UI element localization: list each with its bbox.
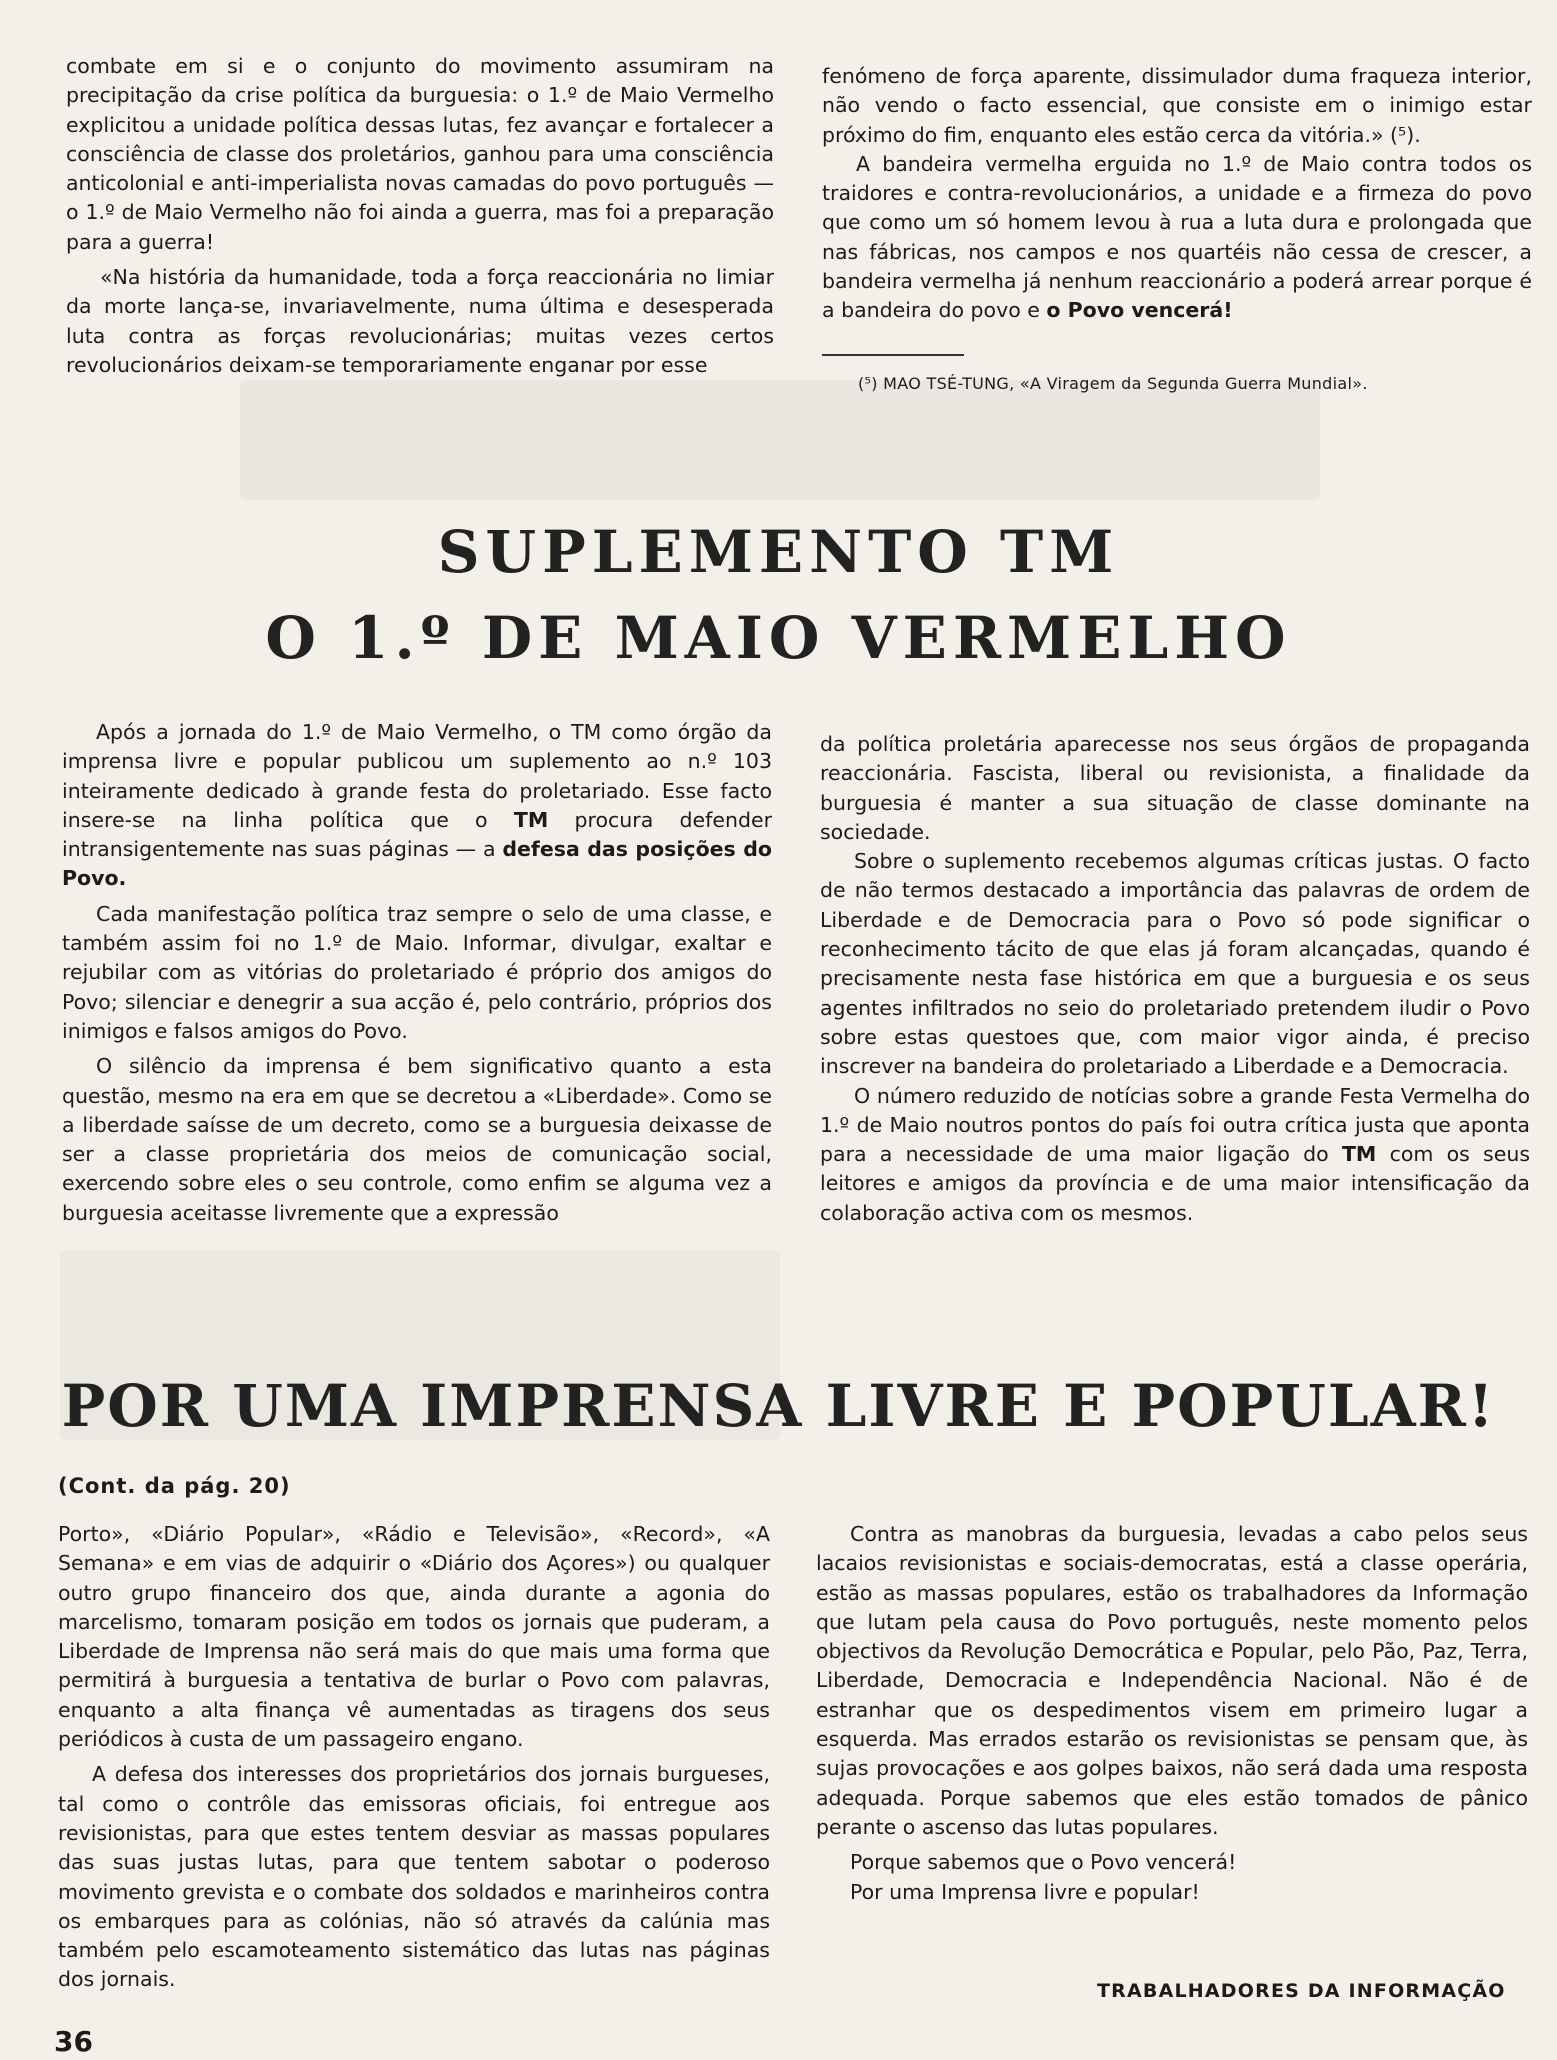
paragraph: Sobre o suplemento recebemos algumas críticas justas. O facto de não termos destacado a importância das palavras de ordem de Liberdade e de Democracia para o Povo só pode significar o reconhecimento tácito de que elas já foram alcançadas, quando é precisamente nesta fase histórica em que a burguesia e os seus agentes infiltrados no seio do proletariado pretendem iludir o Povo sobre estas questoes que, com maior vigor ainda, é preciso inscrever na bandeira do proletariado a Liberdade e a Democracia. <box>820 849 1530 1079</box>
paragraph: Por uma Imprensa livre e popular! <box>850 1879 1200 1904</box>
emphasis: TM <box>513 807 549 832</box>
emphasis: TM <box>1341 1142 1377 1167</box>
footnote: (⁵) MAO TSÉ-TUNG, «A Viragem da Segunda Guerra Mundial». <box>858 374 1368 393</box>
paragraph: A defesa dos interesses dos proprietários dos jornais burgueses, tal como o contrôle das emissoras oficiais, foi entregue aos revisionistas, para que estes tentem desviar as massas populares das suas justas lutas, para que tentem sabotar o poderoso movimento grevista e o combate dos soldados e marinheiros contra os embarques para as colónias, não só através da calúnia mas também pelo escamoteamento sistemático das lutas nas páginas dos jornais. <box>58 1762 770 1992</box>
paragraph: da política proletária aparecesse nos seus órgãos de propaganda reaccionária. Fascista, liberal ou revisionista, a finalidade da burguesia é manter a sua situação de classe dominante na sociedade. <box>820 732 1530 844</box>
footnote-rule <box>822 354 964 356</box>
paragraph: Porto», «Diário Popular», «Rádio e Televisão», «Record», «A Semana» e em vias de adquirir o «Diário dos Açores») ou qualquer outro grupo financeiro dos que, ainda durante a agonia do marcelismo, tomaram posição em todos os jornais que puderam, a Liberdade de Imprensa não será mais do que mais uma forma que permitirá à burguesia a tentativa de burlar o Povo com palavras, enquanto a alta finança vê aumentadas as tiragens dos seus periódicos à custa de um passageiro engano. <box>58 1522 770 1752</box>
paragraph: Contra as manobras da burguesia, levadas a cabo pelos seus lacaios revisionistas e sociais-democratas, está a classe operária, estão as massas populares, estão os trabalhadores da Informação que lutam pela causa do Povo português, neste momento pelos objectivos da Revolução Democrática e Popular, pelo Pão, Paz, Terra, Liberdade, Democracia e Independência Nacional. Não é de estranhar que os despedimentos visem em primeiro lugar a esquerda. Mas errados estarão os revisionistas se pensam que, às sujas provocações e aos golpes baixos, não será dada uma resposta adequada. Porque sabemos que eles estão tomados de pânico perante o ascenso das lutas populares. <box>816 1522 1528 1839</box>
press-right-column <box>816 1520 1528 1907</box>
paragraph-text: O número reduzido de notícias sobre a grande Festa Vermelha do 1.º de Maio noutros pontos do país foi outra crítica justa que aponta para a necessidade de uma maior ligação do <box>820 1083 1530 1167</box>
paragraph-text: Após a jornada do 1.º de Maio Vermelho, o TM como órgão da imprensa livre e popular publicou um suplemento ao n.º 103 inteiramente dedicado à grande festa do proletariado. Esse facto insere-se na linha política que o <box>62 720 772 832</box>
paragraph <box>62 718 772 894</box>
press-left-column <box>58 1520 770 1995</box>
supplement-right-column <box>820 730 1530 1228</box>
paragraph-text: com os seus leitores e amigos da província e de uma maior intensificação da colaboração activa com os mesmos. <box>820 1142 1530 1225</box>
article-headline: POR UMA IMPRENSA LIVRE E POPULAR! <box>61 1372 1496 1440</box>
supplement-subtitle: O 1.º DE MAIO VERMELHO <box>265 604 1292 672</box>
emphasis: defesa das posições do Povo. <box>62 837 772 891</box>
top-right-column <box>822 62 1532 326</box>
top-left-column <box>66 52 774 380</box>
supplement-title: SUPLEMENTO TM <box>437 518 1120 586</box>
paragraph: «Na história da humanidade, toda a força reaccionária no limiar da morte lança-se, invariavelmente, numa última e desesperada luta contra as forças revolucionárias; muitas vezes certos revolucionários deixam-se temporariamente enganar por esse <box>66 265 774 377</box>
page-number: 36 <box>54 2025 93 2058</box>
paragraph: Porque sabemos que o Povo vencerá! <box>850 1850 1237 1875</box>
continuation-note: (Cont. da pág. 20) <box>58 1474 291 1498</box>
paragraph-text: A bandeira vermelha erguida no 1.º de Maio contra todos os traidores e contra-revolucionários, a unidade e a firmeza do povo que como um só homem levou à rua a luta dura e prolongada que nas fábricas, nos campos e nos quartéis não cessa de crescer, a bandeira vermelha já nenhum reaccionário a poderá arrear porque é a bandeira do povo e <box>822 151 1532 323</box>
paragraph-text: procura defender intransigentemente nas suas páginas — a <box>62 807 772 862</box>
emphasis: o Povo vencerá! <box>1046 298 1233 323</box>
background-bleedthrough <box>240 380 1320 500</box>
supplement-left-column <box>62 718 772 1228</box>
signature: TRABALHADORES DA INFORMAÇÃO <box>1097 1980 1506 2002</box>
paragraph: Cada manifestação política traz sempre o selo de uma classe, e também assim foi no 1.º de Maio. Informar, divulgar, exaltar e rejubilar com as vitórias do proletariado é próprio dos amigos do Povo; silenciar e denegrir a sua acção é, pelo contrário, próprios dos inimigos e falsos amigos do Povo. <box>62 901 772 1043</box>
paragraph: combate em si e o conjunto do movimento assumiram na precipitação da crise política da burguesia: o 1.º de Maio Vermelho explicitou a unidade política dessas lutas, fez avançar e fortalecer a consciência de classe dos proletários, ganhou para uma consciência anticolonial e anti-imperialista novas camadas do povo português — o 1.º de Maio Vermelho não foi ainda a guerra, mas foi a preparação para a guerra! <box>66 54 774 254</box>
paragraph: fenómeno de força aparente, dissimulador duma fraqueza interior, não vendo o facto essencial, que consiste em o inimigo estar próximo do fim, enquanto eles estão cerca da vitória.» (⁵). <box>822 64 1532 147</box>
paragraph <box>820 1082 1530 1228</box>
paragraph <box>822 150 1532 326</box>
paragraph: O silêncio da imprensa é bem significativo quanto a esta questão, mesmo na era em que se decretou a «Liberdade». Como se a liberdade saísse de um decreto, como se a burguesia deixasse de ser a classe proprietária dos meios de comunicação social, exercendo sobre eles o seu controle, como enfim se alguma vez a burguesia aceitasse livremente que a expressão <box>62 1054 772 1225</box>
